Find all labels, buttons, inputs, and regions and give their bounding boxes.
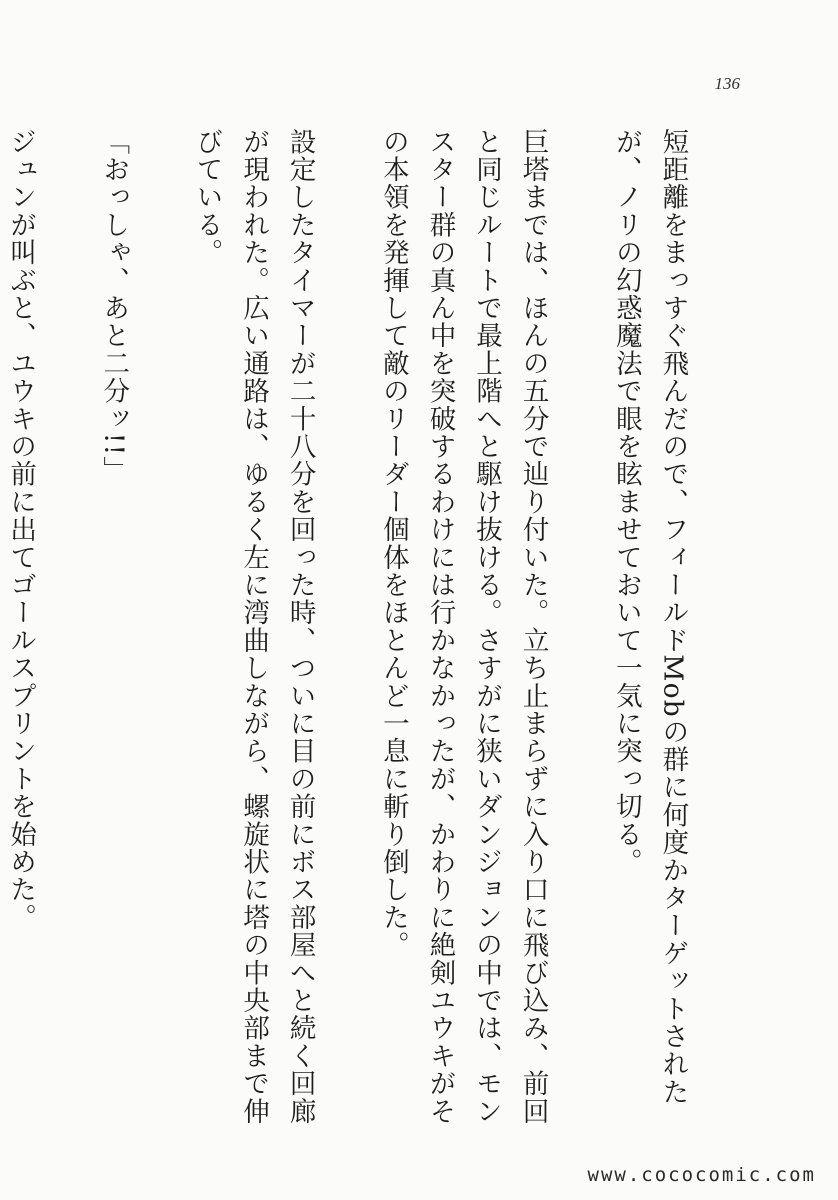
paragraph: 巨塔までは、ほんの五分で辿り付いた。立ち止まらずに入り口に飛び込み、前回と同じルートで最上階へと駆け抜ける。さすがに狭いダンジョンの中では、モンスター群の真ん中を突破するわけには行かなかったが、かわりに絶剣ユウキがその本領を発揮して敵のリーダー個体をほとんど一息に斬り倒した。 xyxy=(377,128,549,1126)
site-watermark: www.cococomic.com xyxy=(587,1164,816,1186)
page-number: 136 xyxy=(714,74,740,93)
paragraph: ジュンが叫ぶと、ユウキの前に出てゴールスプリントを始めた。 xyxy=(5,128,37,932)
paragraph: 設定したタイマーが二十八分を回った時、ついに目の前にボス部屋へと続く回廊が現われた。広い通路は、ゆるく左に湾曲しながら、螺旋状に塔の中央部まで伸びている。 xyxy=(191,128,316,1126)
paragraph: 「おっしゃ、あと二分ッ!!」 xyxy=(98,128,130,485)
novel-body-text xyxy=(5,128,742,1138)
paragraph: 短距離をまっすぐ飛んだので、フィールドMobの群に何度かターゲットされたが、ノリの幻惑魔法で眼を眩ませておいて一気に突っ切る。 xyxy=(610,128,689,1106)
